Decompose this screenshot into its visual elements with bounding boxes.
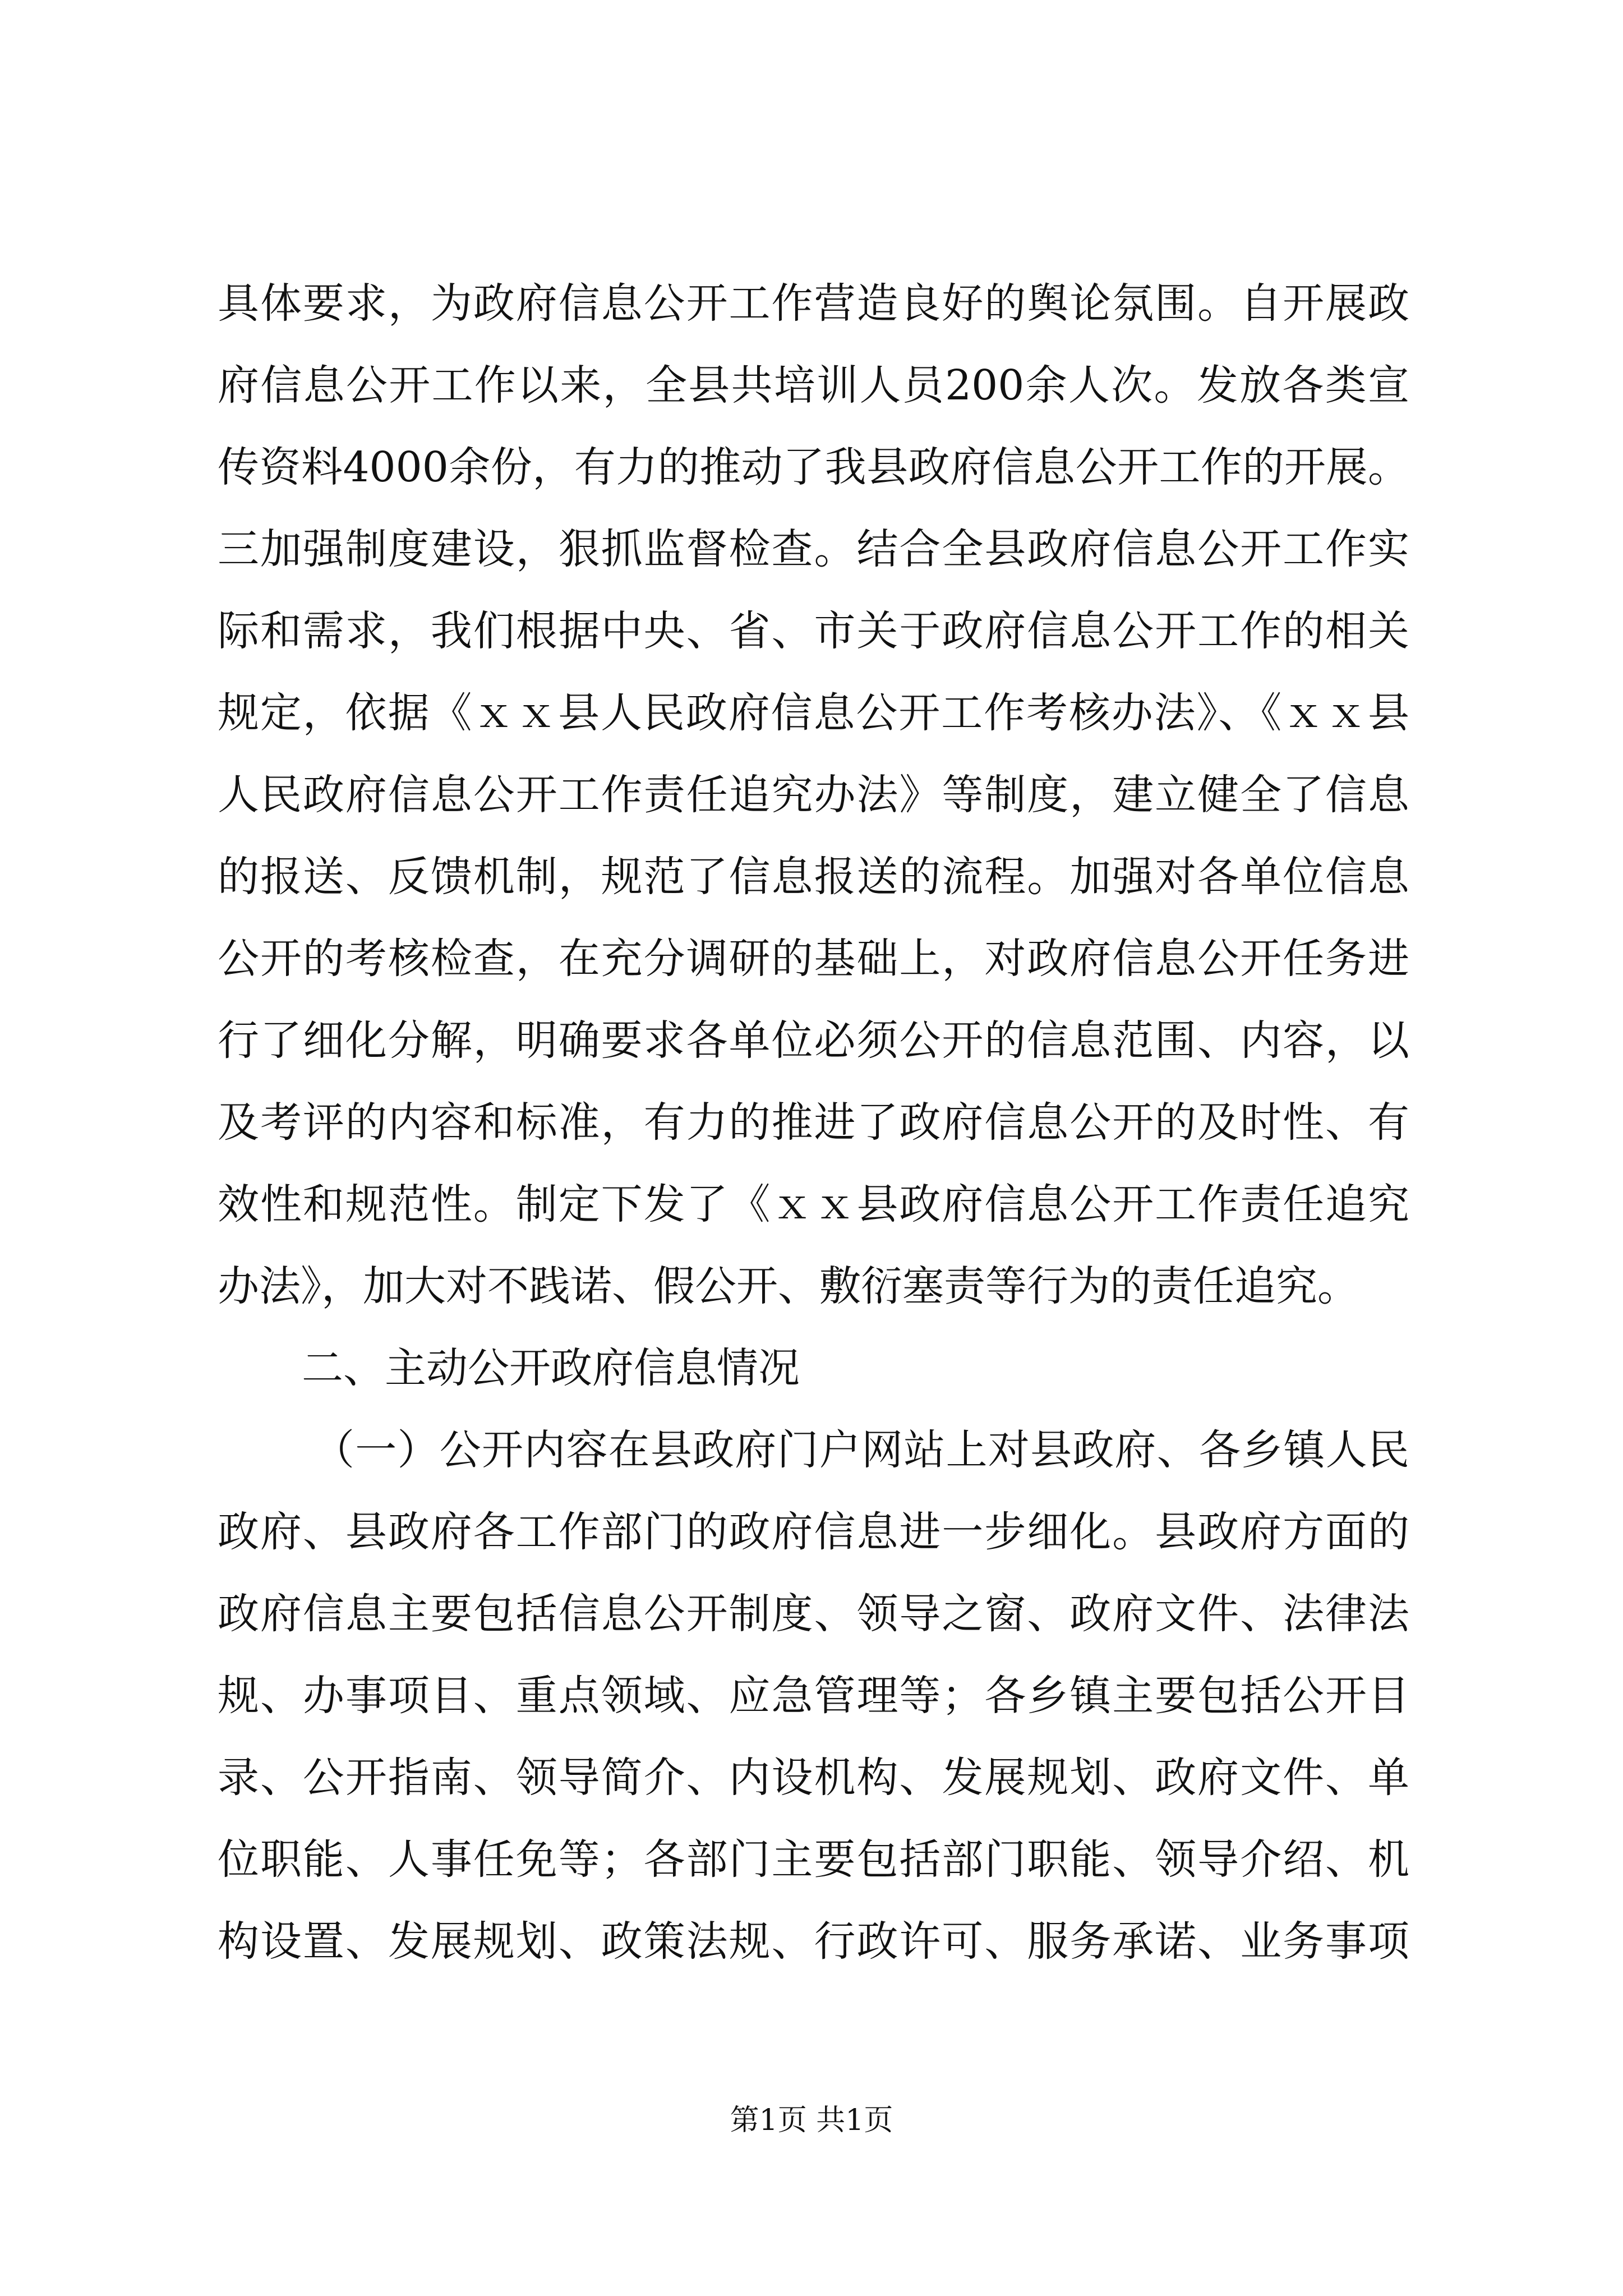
paragraph-line: （一）公开内容在县政府门户网站上对县政府、各乡镇人民 xyxy=(313,1426,1409,1474)
document-body xyxy=(218,263,1409,1982)
paragraph-line: 具体要求，为政府信息公开工作营造良好的舆论氛围。自开展政 xyxy=(218,279,1409,328)
paragraph-line: 传资料4000余份，有力的推动了我县政府信息公开工作的开展。 xyxy=(218,443,1409,491)
paragraph-line: 人民政府信息公开工作责任追究办法》等制度，建立健全了信息 xyxy=(218,771,1409,819)
paragraph-line: 府信息公开工作以来，全县共培训人员200余人次。发放各类宣 xyxy=(218,361,1409,409)
section-heading: 二、主动公开政府信息情况 xyxy=(302,1344,800,1392)
paragraph-line: 及考评的内容和标准，有力的推进了政府信息公开的及时性、有 xyxy=(218,1098,1409,1147)
paragraph-line: 位职能、人事任免等；各部门主要包括部门职能、领导介绍、机 xyxy=(218,1835,1409,1884)
paragraph-line: 办法》，加大对不践诺、假公开、敷衍塞责等行为的责任追究。 xyxy=(218,1262,1359,1310)
paragraph-line: 公开的考核检查，在充分调研的基础上，对政府信息公开任务进 xyxy=(218,935,1409,983)
paragraph-line: 政府信息主要包括信息公开制度、领导之窗、政府文件、法律法 xyxy=(218,1590,1409,1638)
paragraph-line: 际和需求，我们根据中央、省、市关于政府信息公开工作的相关 xyxy=(218,607,1409,655)
page-number-footer: 第1页 共1页 xyxy=(730,2104,893,2137)
paragraph-line: 构设置、发展规划、政策法规、行政许可、服务承诺、业务事项 xyxy=(218,1917,1409,1966)
paragraph-line: 政府、县政府各工作部门的政府信息进一步细化。县政府方面的 xyxy=(218,1508,1409,1556)
paragraph-line: 规、办事项目、重点领域、应急管理等；各乡镇主要包括公开目 xyxy=(218,1672,1409,1720)
paragraph-line: 规定，依据《ｘｘ县人民政府信息公开工作考核办法》、《ｘｘ县 xyxy=(218,689,1409,737)
paragraph-line: 效性和规范性。制定下发了《ｘｘ县政府信息公开工作责任追究 xyxy=(218,1180,1409,1228)
paragraph-line: 的报送、反馈机制，规范了信息报送的流程。加强对各单位信息 xyxy=(218,853,1409,901)
paragraph-line: 三加强制度建设，狠抓监督检查。结合全县政府信息公开工作实 xyxy=(218,525,1409,573)
paragraph-line: 录、公开指南、领导简介、内设机构、发展规划、政府文件、单 xyxy=(218,1754,1409,1802)
paragraph-line: 行了细化分解，明确要求各单位必须公开的信息范围、内容，以 xyxy=(218,1016,1409,1065)
